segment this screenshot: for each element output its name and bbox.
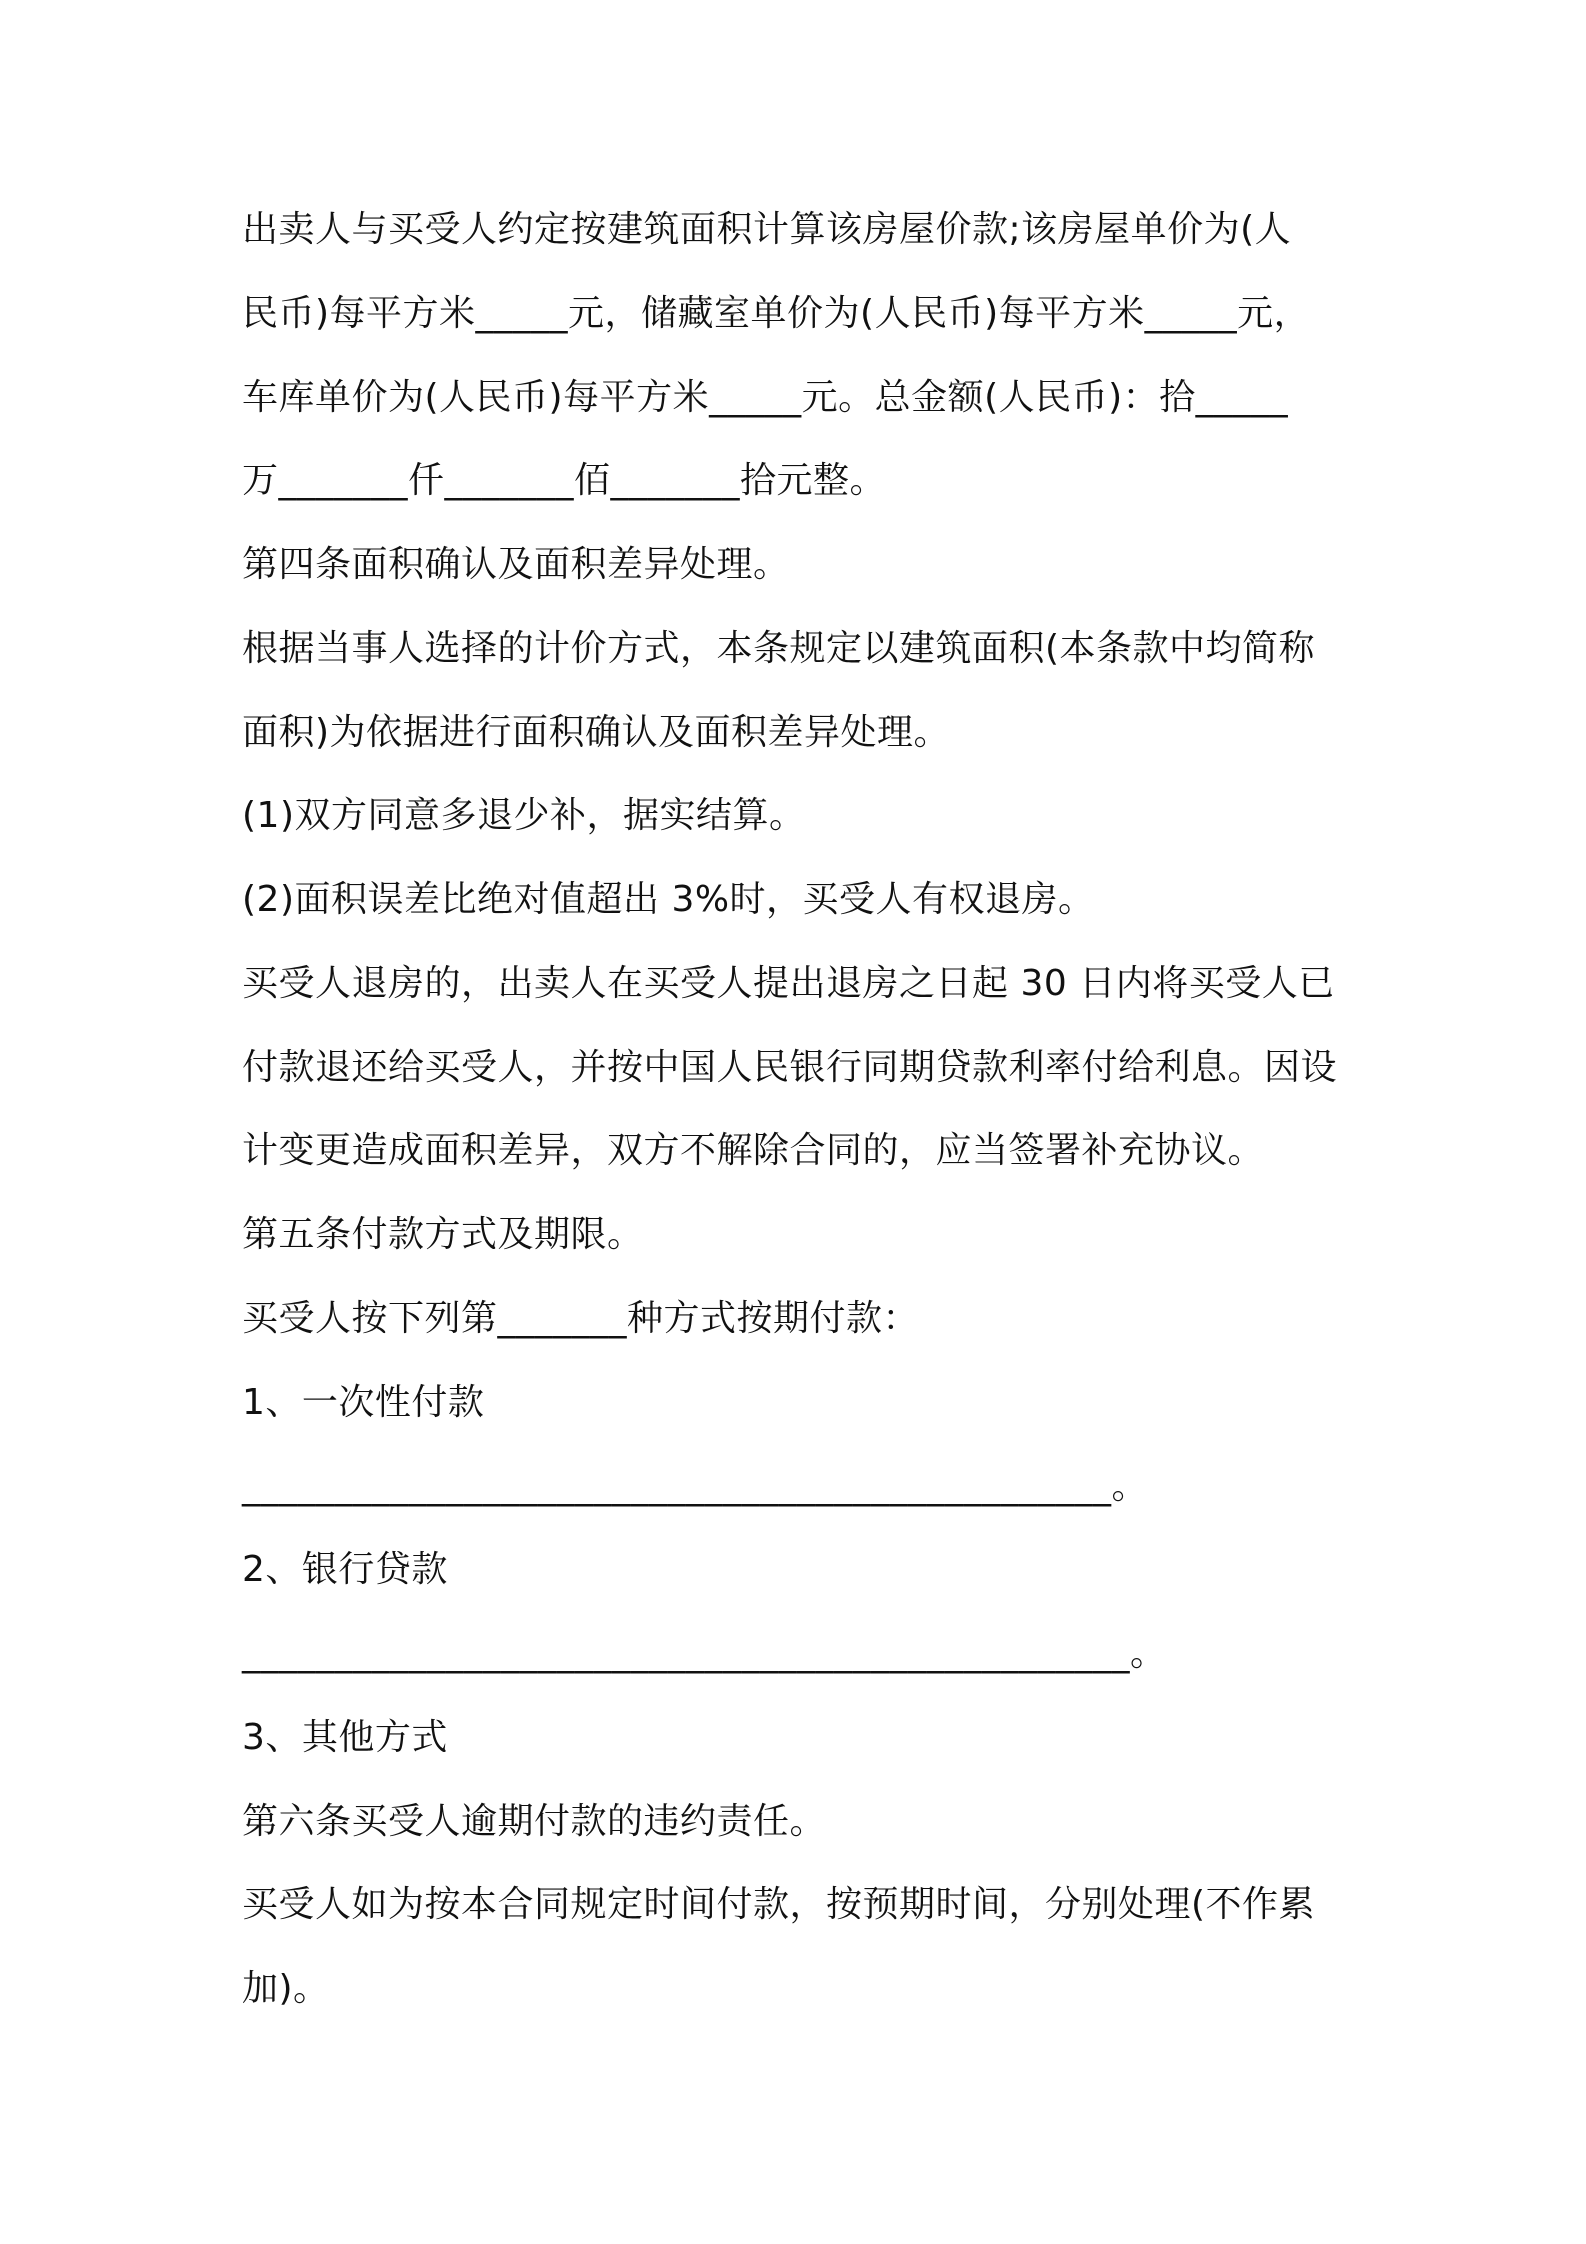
text-line: 民币)每平方米_____元，储藏室单价为(人民币)每平方米_____元， [242,293,1311,334]
text-line: 车库单价为(人民币)每平方米_____元。总金额(人民币)：拾_____ [242,377,1289,418]
text-line: 加)。 [242,1968,330,2009]
list-item: 2、银行贷款 [242,1549,448,1590]
text-line: 出卖人与买受人约定按建筑面积计算该房屋价款;该房屋单价为(人 [242,209,1292,250]
blank-line: ________________________________________________。 [242,1633,1167,1674]
text-line: 面积)为依据进行面积确认及面积差异处理。 [242,712,951,753]
text-line: (2)面积误差比绝对值超出 3%时，买受人有权退房。 [242,879,1095,920]
blank-line: _______________________________________________。 [242,1466,1148,1507]
text-line: 买受人按下列第_______种方式按期付款： [242,1298,920,1339]
text-line: 计变更造成面积差异，双方不解除合同的，应当签署补充协议。 [242,1130,1265,1171]
text-line: (1)双方同意多退少补，据实结算。 [242,795,806,836]
text-line: 买受人退房的，出卖人在买受人提出退房之日起 30 日内将买受人已 [242,963,1335,1004]
section-heading: 第四条面积确认及面积差异处理。 [242,544,790,585]
list-item: 3、其他方式 [242,1717,448,1758]
section-heading: 第六条买受人逾期付款的违约责任。 [242,1801,827,1842]
text-line: 付款退还给买受人，并按中国人民银行同期贷款利率付给利息。因设 [242,1047,1338,1088]
list-item: 1、一次性付款 [242,1382,485,1423]
text-line: 万_______仟_______佰_______拾元整。 [242,460,887,501]
text-line: 买受人如为按本合同规定时间付款，按预期时间，分别处理(不作累 [242,1884,1316,1925]
text-line: 根据当事人选择的计价方式，本条规定以建筑面积(本条款中均简称 [242,628,1316,669]
section-heading: 第五条付款方式及期限。 [242,1214,644,1255]
